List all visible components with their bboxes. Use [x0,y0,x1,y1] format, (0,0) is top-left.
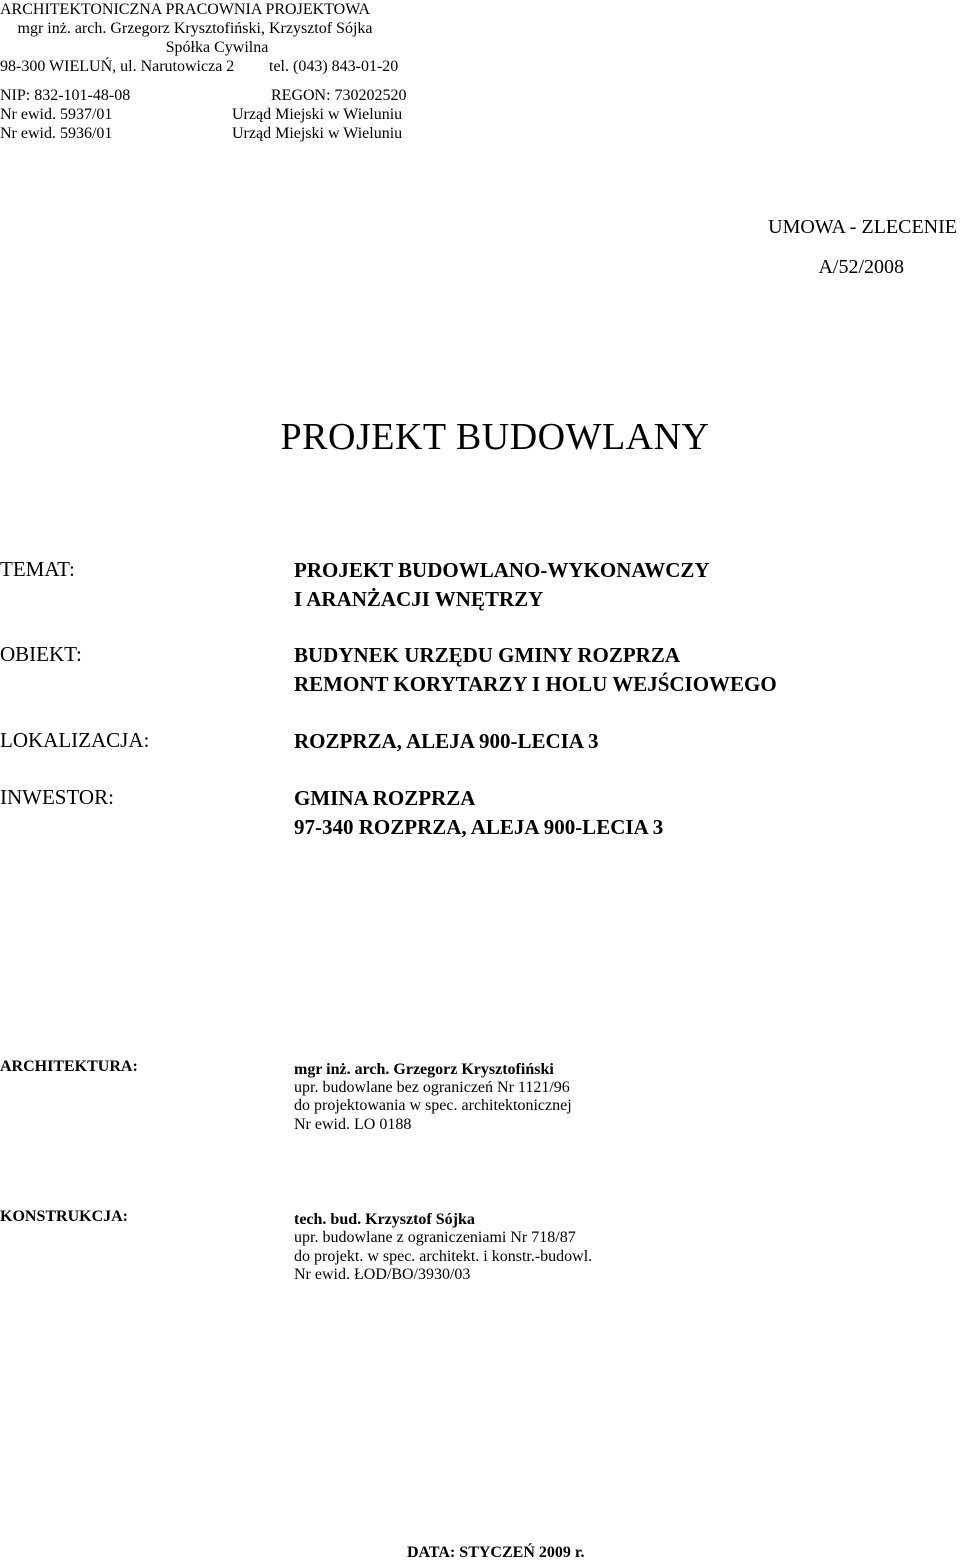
header-phone: tel. (043) 843-01-20 [269,58,399,75]
konstrukcja-label: KONSTRUKCJA: [0,1208,129,1225]
header-reg1-number: Nr ewid. 5937/01 [0,106,113,123]
architektura-label: ARCHITEKTURA: [0,1058,138,1075]
header-company-type: Spółka Cywilna [165,39,269,56]
konstrukcja-line3: do projekt. w spec. architekt. i konstr.-budowl. [294,1248,593,1265]
document-date: DATA: STYCZEŃ 2009 r. [407,1544,585,1561]
konstrukcja-name: tech. bud. Krzysztof Sójka [294,1211,475,1228]
architektura-line2: upr. budowlane bez ograniczeń Nr 1121/96 [294,1079,570,1096]
inwestor-value-line2: 97-340 ROZPRZA, ALEJA 900-LECIA 3 [294,815,664,839]
architektura-name: mgr inż. arch. Grzegorz Krysztofiński [294,1061,554,1078]
inwestor-label: INWESTOR: [0,785,114,809]
obiekt-value-line1: BUDYNEK URZĘDU GMINY ROZPRZA [294,643,680,667]
header-owners: mgr inż. arch. Grzegorz Krysztofiński, Krzysztof Sójka [17,20,373,37]
header-reg2-number: Nr ewid. 5936/01 [0,125,113,142]
obiekt-label: OBIEKT: [0,642,82,666]
contract-number: A/52/2008 [818,256,904,278]
header-regon: REGON: 730202520 [271,87,407,104]
header-reg1-office: Urząd Miejski w Wieluniu [232,106,403,123]
lokalizacja-value: ROZPRZA, ALEJA 900-LECIA 3 [294,729,599,753]
lokalizacja-label: LOKALIZACJA: [0,728,150,752]
architektura-line4: Nr ewid. LO 0188 [294,1116,412,1133]
contract-type: UMOWA - ZLECENIE [768,216,957,238]
temat-value-line2: I ARANŻACJI WNĘTRZY [294,587,544,611]
header-nip: NIP: 832-101-48-08 [0,87,131,104]
architektura-line3: do projektowania w spec. architektonicznej [294,1097,572,1114]
konstrukcja-line4: Nr ewid. ŁOD/BO/3930/03 [294,1266,471,1283]
inwestor-value-line1: GMINA ROZPRZA [294,786,476,810]
header-address: 98-300 WIELUŃ, ul. Narutowicza 2 [0,58,235,75]
temat-label: TEMAT: [0,557,75,581]
header-reg2-office: Urząd Miejski w Wieluniu [232,125,403,142]
header-firm-name: ARCHITEKTONICZNA PRACOWNIA PROJEKTOWA [0,1,371,18]
konstrukcja-line2: upr. budowlane z ograniczeniami Nr 718/87 [294,1229,576,1246]
obiekt-value-line2: REMONT KORYTARZY I HOLU WEJŚCIOWEGO [294,672,777,696]
temat-value-line1: PROJEKT BUDOWLANO-WYKONAWCZY [294,558,710,582]
page-title: PROJEKT BUDOWLANY [280,416,710,458]
